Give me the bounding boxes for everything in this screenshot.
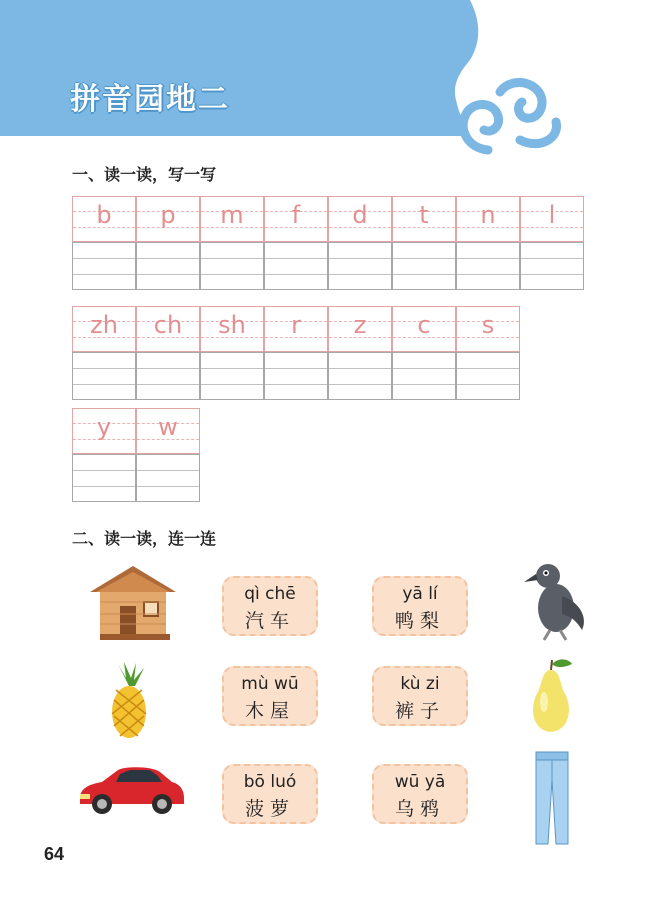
word-card[interactable] (372, 764, 468, 824)
card-pinyin: kù zi (400, 674, 440, 694)
letter-cell: d (328, 196, 392, 242)
letter-cell: t (392, 196, 456, 242)
letter-cell: z (328, 306, 392, 352)
letter-cell: n (456, 196, 520, 242)
letter-cell: r (264, 306, 328, 352)
section2-heading: 二、读一读，连一连 (72, 529, 217, 548)
crow-picture (522, 556, 592, 644)
writing-cell[interactable] (264, 242, 328, 290)
writing-cell[interactable] (72, 242, 136, 290)
writing-cell[interactable] (136, 352, 200, 400)
card-pinyin: mù wū (241, 674, 299, 694)
writing-cell[interactable] (392, 242, 456, 290)
card-hanzi: 汽车 (244, 610, 295, 632)
card-pinyin: bō luó (243, 772, 297, 792)
word-card[interactable] (222, 576, 318, 636)
cloud-swirl-icon (463, 82, 556, 150)
writing-cell[interactable] (328, 242, 392, 290)
writing-cell[interactable] (456, 352, 520, 400)
letter-cell: y (72, 408, 136, 454)
section1-heading: 一、读一读，写一写 (72, 165, 217, 184)
pineapple-picture (104, 660, 154, 740)
letter-cell: l (520, 196, 584, 242)
page-number: 64 (44, 844, 65, 864)
writing-cell[interactable] (72, 454, 136, 502)
card-hanzi: 乌鸦 (394, 798, 445, 820)
car-picture (76, 764, 186, 816)
writing-cell[interactable] (200, 242, 264, 290)
writing-cell[interactable] (72, 352, 136, 400)
pear-picture (526, 656, 576, 736)
word-card[interactable] (222, 666, 318, 726)
writing-cell[interactable] (264, 352, 328, 400)
word-card[interactable] (372, 666, 468, 726)
card-hanzi: 鸭梨 (394, 610, 445, 632)
letter-cell: b (72, 196, 136, 242)
writing-cell[interactable] (520, 242, 584, 290)
letter-cell: s (456, 306, 520, 352)
card-hanzi: 木屋 (244, 700, 295, 722)
writing-cell[interactable] (136, 454, 200, 502)
writing-cell[interactable] (200, 352, 264, 400)
writing-cell[interactable] (392, 352, 456, 400)
card-pinyin: qì chē (244, 584, 296, 604)
trousers-picture (532, 750, 572, 846)
letter-cell: m (200, 196, 264, 242)
writing-cell[interactable] (328, 352, 392, 400)
card-hanzi: 裤子 (394, 700, 445, 722)
letter-cell: w (136, 408, 200, 454)
letter-cell: sh (200, 306, 264, 352)
page-title: 拼音园地二 (70, 82, 230, 117)
word-card[interactable] (222, 764, 318, 824)
letter-cell: ch (136, 306, 200, 352)
card-pinyin: yā lí (402, 584, 438, 604)
house-picture (86, 562, 180, 642)
writing-cell[interactable] (456, 242, 520, 290)
letter-cell: p (136, 196, 200, 242)
card-pinyin: wū yā (394, 772, 446, 792)
word-card[interactable] (372, 576, 468, 636)
card-hanzi: 菠萝 (244, 798, 295, 820)
letter-cell: c (392, 306, 456, 352)
letter-cell: zh (72, 306, 136, 352)
letter-cell: f (264, 196, 328, 242)
writing-cell[interactable] (136, 242, 200, 290)
